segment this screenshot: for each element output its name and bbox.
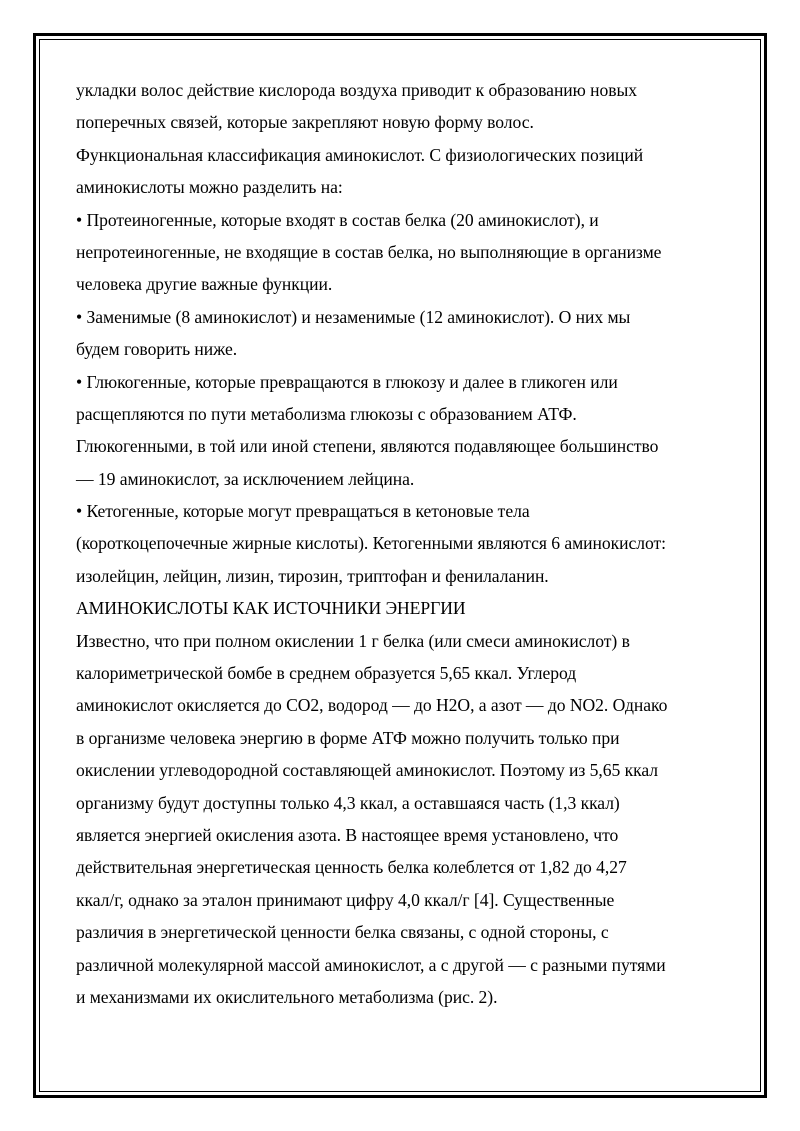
text-line: калориметрической бомбе в среднем образуется 5,65 ккал. Углерод (76, 663, 577, 684)
bullet-item-line: • Глюкогенные, которые превращаются в глюкозу и далее в гликоген или (76, 371, 618, 392)
text-line: Функциональная классификация аминокислот. С физиологических позиций (76, 144, 644, 165)
text-line: человека другие важные функции. (76, 274, 333, 295)
text-line: является энергией окисления азота. В настоящее время установлено, что (76, 824, 619, 845)
text-line: в организме человека энергию в форме АТФ можно получить только при (76, 727, 620, 748)
text-line: различия в энергетической ценности белка связаны, с одной стороны, с (76, 922, 609, 943)
text-line: ккал/г, однако за эталон принимают цифру 4,0 ккал/г [4]. Существенные (76, 889, 615, 910)
text-line: организму будут доступны только 4,3 ккал, а оставшаяся часть (1,3 ккал) (76, 792, 620, 813)
bullet-item-line: • Заменимые (8 аминокислот) и незаменимые (12 аминокислот). О них мы (76, 306, 631, 327)
text-line: Известно, что при полном окислении 1 г белка (или смеси аминокислот) в (76, 630, 630, 651)
text-line: — 19 аминокислот, за исключением лейцина. (76, 468, 415, 489)
section-heading: АМИНОКИСЛОТЫ КАК ИСТОЧНИКИ ЭНЕРГИИ (76, 598, 466, 619)
text-line: поперечных связей, которые закрепляют новую форму волос. (76, 112, 534, 133)
text-line: расщепляются по пути метаболизма глюкозы с образованием АТФ. (76, 403, 577, 424)
text-line: и механизмами их окислительного метаболизма (рис. 2). (76, 986, 498, 1007)
text-line: окислении углеводородной составляющей аминокислот. Поэтому из 5,65 ккал (76, 760, 658, 781)
text-line: различной молекулярной массой аминокислот, а с другой — с разными путями (76, 954, 666, 975)
text-line: изолейцин, лейцин, лизин, тирозин, триптофан и фенилаланин. (76, 565, 549, 586)
text-line: (короткоцепочечные жирные кислоты). Кетогенными являются 6 аминокислот: (76, 533, 666, 554)
text-line: действительная энергетическая ценность белка колеблется от 1,82 до 4,27 (76, 857, 627, 878)
text-line: Глюкогенными, в той или иной степени, являются подавляющее большинство (76, 436, 659, 457)
text-line: будем говорить ниже. (76, 339, 238, 360)
text-line: аминокислот окисляется до CO2, водород — до H2O, а азот — до NO2. Однако (76, 695, 668, 716)
text-line: непротеиногенные, не входящие в состав белка, но выполняющие в организме (76, 241, 662, 262)
bullet-item-line: • Протеиногенные, которые входят в состав белка (20 аминокислот), и (76, 209, 599, 230)
document-body (76, 74, 726, 1013)
bullet-item-line: • Кетогенные, которые могут превращаться в кетоновые тела (76, 501, 530, 522)
text-line: укладки волос действие кислорода воздуха приводит к образованию новых (76, 80, 638, 100)
text-line: аминокислоты можно разделить на: (76, 177, 343, 198)
